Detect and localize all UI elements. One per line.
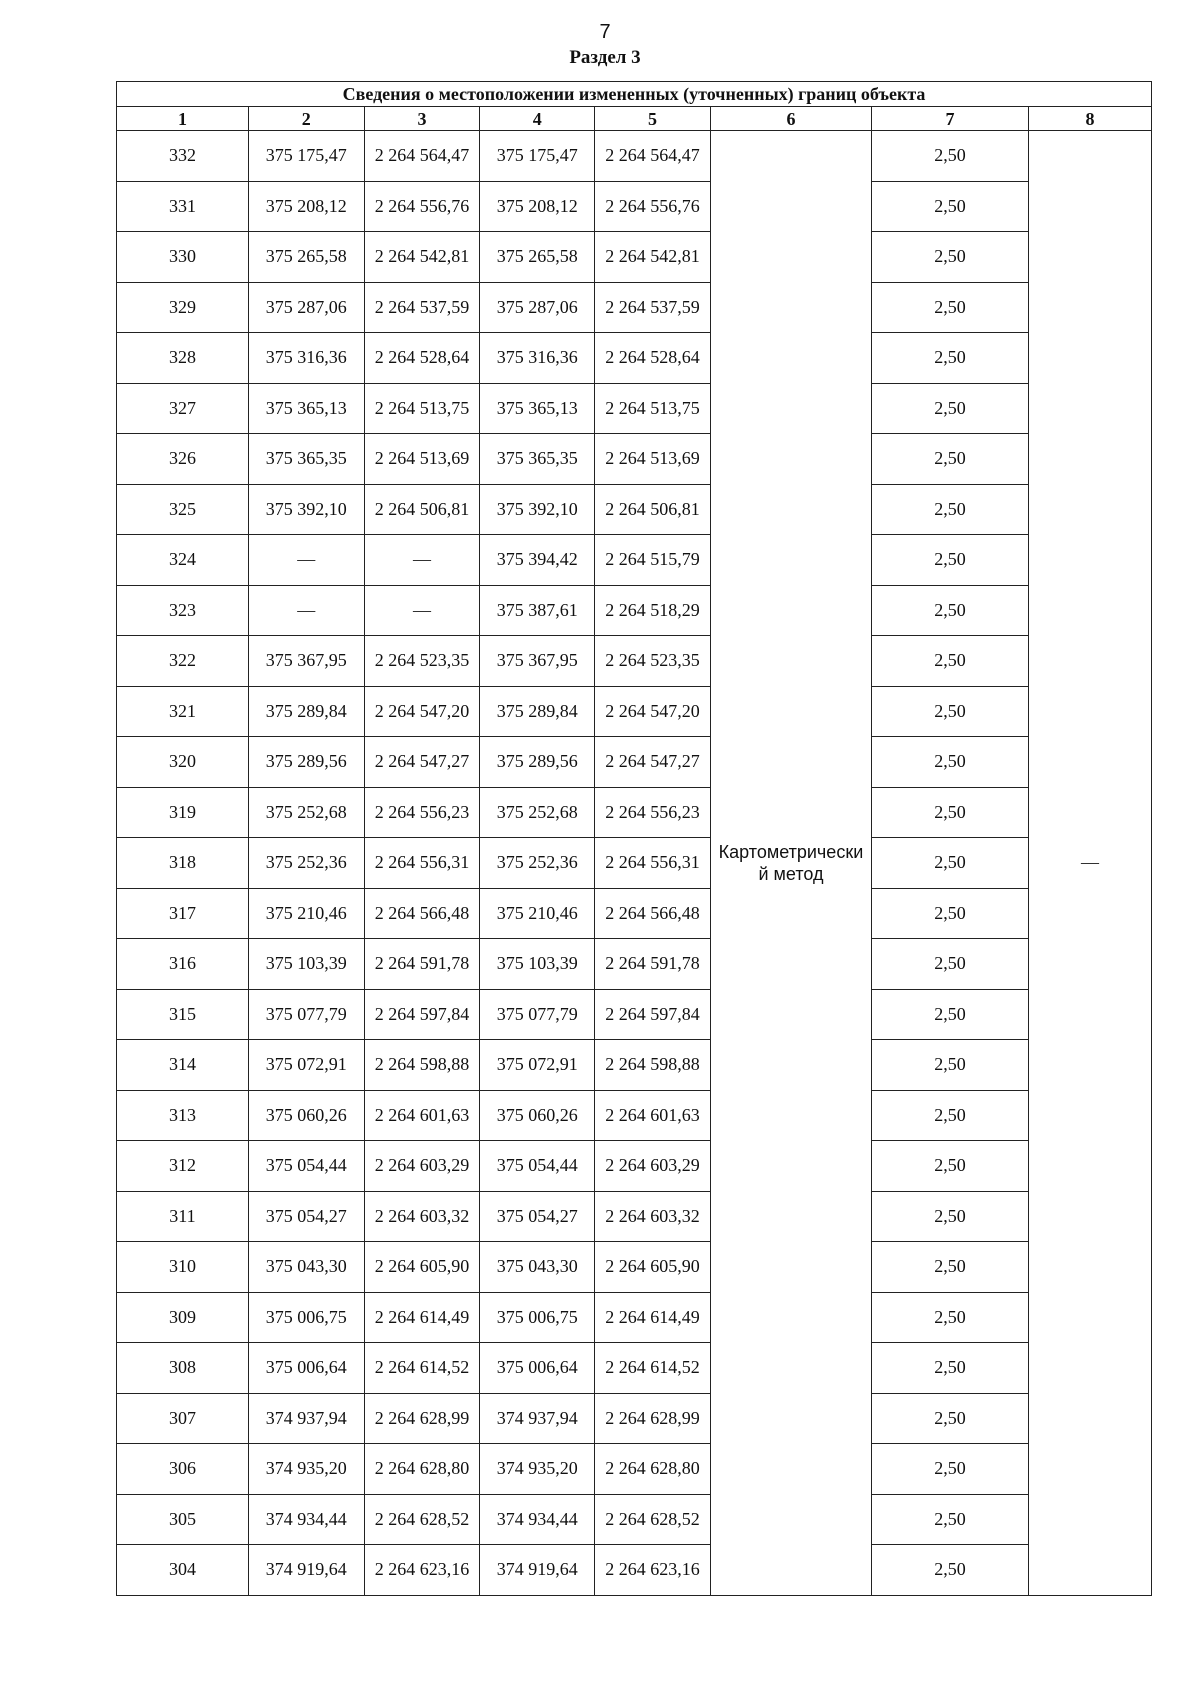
point-number-cell: 314 xyxy=(117,1040,249,1091)
table-row xyxy=(117,434,1152,485)
new-y-cell: 2 264 547,20 xyxy=(595,686,711,737)
point-number-cell: 311 xyxy=(117,1191,249,1242)
new-x-cell: 375 289,56 xyxy=(480,737,595,788)
new-y-cell: 2 264 556,76 xyxy=(595,181,711,232)
page-number: 7 xyxy=(599,21,611,43)
point-number-cell: 328 xyxy=(117,333,249,384)
column-index-row xyxy=(117,107,1152,131)
old-y-cell: 2 264 614,52 xyxy=(364,1343,480,1394)
new-x-cell: 375 043,30 xyxy=(480,1242,595,1293)
old-y-cell: 2 264 614,49 xyxy=(364,1292,480,1343)
table-row xyxy=(117,1494,1152,1545)
new-y-cell: 2 264 597,84 xyxy=(595,989,711,1040)
new-x-cell: 375 367,95 xyxy=(480,636,595,687)
accuracy-cell: 2,50 xyxy=(872,232,1029,283)
new-y-cell: 2 264 506,81 xyxy=(595,484,711,535)
new-x-cell: 375 316,36 xyxy=(480,333,595,384)
new-x-cell: 375 365,13 xyxy=(480,383,595,434)
old-x-cell: 375 208,12 xyxy=(248,181,364,232)
old-x-cell: 375 365,13 xyxy=(248,383,364,434)
new-x-cell: 375 054,44 xyxy=(480,1141,595,1192)
accuracy-cell: 2,50 xyxy=(872,636,1029,687)
accuracy-cell: 2,50 xyxy=(872,333,1029,384)
accuracy-cell: 2,50 xyxy=(872,787,1029,838)
new-y-cell: 2 264 628,52 xyxy=(595,1494,711,1545)
new-y-cell: 2 264 513,75 xyxy=(595,383,711,434)
table-row xyxy=(117,787,1152,838)
point-number-cell: 319 xyxy=(117,787,249,838)
accuracy-cell: 2,50 xyxy=(872,131,1029,182)
note-cell: — xyxy=(1029,131,1152,1596)
point-number-cell: 327 xyxy=(117,383,249,434)
point-number-cell: 321 xyxy=(117,686,249,737)
new-x-cell: 375 252,68 xyxy=(480,787,595,838)
column-index-7: 7 xyxy=(872,107,1029,131)
column-index-6: 6 xyxy=(710,107,871,131)
new-y-cell: 2 264 556,31 xyxy=(595,838,711,889)
new-y-cell: 2 264 614,49 xyxy=(595,1292,711,1343)
old-y-cell: 2 264 564,47 xyxy=(364,131,480,182)
old-x-cell: 375 265,58 xyxy=(248,232,364,283)
accuracy-cell: 2,50 xyxy=(872,1494,1029,1545)
new-y-cell: 2 264 614,52 xyxy=(595,1343,711,1394)
point-number-cell: 320 xyxy=(117,737,249,788)
point-number-cell: 326 xyxy=(117,434,249,485)
new-x-cell: 375 394,42 xyxy=(480,535,595,586)
accuracy-cell: 2,50 xyxy=(872,585,1029,636)
point-number-cell: 331 xyxy=(117,181,249,232)
point-number-cell: 307 xyxy=(117,1393,249,1444)
old-x-cell: — xyxy=(248,535,364,586)
new-y-cell: 2 264 566,48 xyxy=(595,888,711,939)
accuracy-cell: 2,50 xyxy=(872,1292,1029,1343)
point-number-cell: 323 xyxy=(117,585,249,636)
point-number-cell: 308 xyxy=(117,1343,249,1394)
accuracy-cell: 2,50 xyxy=(872,1242,1029,1293)
new-x-cell: 375 006,75 xyxy=(480,1292,595,1343)
column-index-2: 2 xyxy=(248,107,364,131)
new-x-cell: 375 054,27 xyxy=(480,1191,595,1242)
old-x-cell: 375 006,75 xyxy=(248,1292,364,1343)
old-x-cell: 375 210,46 xyxy=(248,888,364,939)
new-x-cell: 374 934,44 xyxy=(480,1494,595,1545)
point-number-cell: 310 xyxy=(117,1242,249,1293)
new-y-cell: 2 264 628,80 xyxy=(595,1444,711,1495)
old-y-cell: 2 264 598,88 xyxy=(364,1040,480,1091)
old-x-cell: 375 175,47 xyxy=(248,131,364,182)
new-x-cell: 375 006,64 xyxy=(480,1343,595,1394)
table-row xyxy=(117,888,1152,939)
old-x-cell: 375 054,44 xyxy=(248,1141,364,1192)
new-x-cell: 375 210,46 xyxy=(480,888,595,939)
old-x-cell: 375 287,06 xyxy=(248,282,364,333)
old-x-cell: 374 937,94 xyxy=(248,1393,364,1444)
old-y-cell: 2 264 506,81 xyxy=(364,484,480,535)
old-x-cell: 374 935,20 xyxy=(248,1444,364,1495)
point-number-cell: 330 xyxy=(117,232,249,283)
table-caption: Сведения о местоположении измененных (уточненных) границ объекта xyxy=(117,82,1152,107)
old-x-cell: 374 919,64 xyxy=(248,1545,364,1596)
table-row xyxy=(117,1191,1152,1242)
table-row xyxy=(117,232,1152,283)
accuracy-cell: 2,50 xyxy=(872,282,1029,333)
accuracy-cell: 2,50 xyxy=(872,1040,1029,1091)
old-y-cell: 2 264 556,31 xyxy=(364,838,480,889)
new-x-cell: 375 077,79 xyxy=(480,989,595,1040)
new-x-cell: 375 072,91 xyxy=(480,1040,595,1091)
old-y-cell: 2 264 556,23 xyxy=(364,787,480,838)
new-y-cell: 2 264 515,79 xyxy=(595,535,711,586)
old-y-cell: 2 264 523,35 xyxy=(364,636,480,687)
new-y-cell: 2 264 513,69 xyxy=(595,434,711,485)
table-row xyxy=(117,939,1152,990)
old-y-cell: 2 264 542,81 xyxy=(364,232,480,283)
point-number-cell: 318 xyxy=(117,838,249,889)
table-row xyxy=(117,131,1152,182)
new-x-cell: 375 252,36 xyxy=(480,838,595,889)
table-row xyxy=(117,1343,1152,1394)
point-number-cell: 324 xyxy=(117,535,249,586)
new-x-cell: 375 289,84 xyxy=(480,686,595,737)
point-number-cell: 306 xyxy=(117,1444,249,1495)
table-row xyxy=(117,333,1152,384)
old-y-cell: 2 264 556,76 xyxy=(364,181,480,232)
new-y-cell: 2 264 564,47 xyxy=(595,131,711,182)
new-y-cell: 2 264 523,35 xyxy=(595,636,711,687)
old-y-cell: 2 264 537,59 xyxy=(364,282,480,333)
accuracy-cell: 2,50 xyxy=(872,838,1029,889)
new-y-cell: 2 264 591,78 xyxy=(595,939,711,990)
accuracy-cell: 2,50 xyxy=(872,484,1029,535)
old-y-cell: 2 264 601,63 xyxy=(364,1090,480,1141)
point-number-cell: 316 xyxy=(117,939,249,990)
table-row xyxy=(117,1040,1152,1091)
old-x-cell: 375 006,64 xyxy=(248,1343,364,1394)
table-row xyxy=(117,585,1152,636)
table-row xyxy=(117,686,1152,737)
old-y-cell: 2 264 628,80 xyxy=(364,1444,480,1495)
table-row xyxy=(117,636,1152,687)
old-x-cell: — xyxy=(248,585,364,636)
table-row xyxy=(117,989,1152,1040)
point-number-cell: 309 xyxy=(117,1292,249,1343)
old-x-cell: 374 934,44 xyxy=(248,1494,364,1545)
table-row xyxy=(117,181,1152,232)
new-y-cell: 2 264 542,81 xyxy=(595,232,711,283)
old-y-cell: — xyxy=(364,585,480,636)
new-y-cell: 2 264 603,29 xyxy=(595,1141,711,1192)
accuracy-cell: 2,50 xyxy=(872,737,1029,788)
old-x-cell: 375 289,84 xyxy=(248,686,364,737)
old-x-cell: 375 043,30 xyxy=(248,1242,364,1293)
old-x-cell: 375 252,36 xyxy=(248,838,364,889)
point-number-cell: 312 xyxy=(117,1141,249,1192)
point-number-cell: 317 xyxy=(117,888,249,939)
table-body xyxy=(117,131,1152,1596)
old-y-cell: 2 264 597,84 xyxy=(364,989,480,1040)
old-y-cell: 2 264 623,16 xyxy=(364,1545,480,1596)
column-index-5: 5 xyxy=(595,107,711,131)
old-x-cell: 375 077,79 xyxy=(248,989,364,1040)
old-x-cell: 375 392,10 xyxy=(248,484,364,535)
column-index-8: 8 xyxy=(1029,107,1152,131)
table-row xyxy=(117,1292,1152,1343)
accuracy-cell: 2,50 xyxy=(872,1191,1029,1242)
table-row xyxy=(117,737,1152,788)
accuracy-cell: 2,50 xyxy=(872,939,1029,990)
new-y-cell: 2 264 601,63 xyxy=(595,1090,711,1141)
accuracy-cell: 2,50 xyxy=(872,434,1029,485)
new-y-cell: 2 264 628,99 xyxy=(595,1393,711,1444)
point-number-cell: 313 xyxy=(117,1090,249,1141)
new-y-cell: 2 264 518,29 xyxy=(595,585,711,636)
old-y-cell: — xyxy=(364,535,480,586)
table-row xyxy=(117,838,1152,889)
table-row xyxy=(117,1393,1152,1444)
point-number-cell: 304 xyxy=(117,1545,249,1596)
new-x-cell: 375 175,47 xyxy=(480,131,595,182)
old-y-cell: 2 264 603,29 xyxy=(364,1141,480,1192)
table-row xyxy=(117,383,1152,434)
new-y-cell: 2 264 556,23 xyxy=(595,787,711,838)
old-y-cell: 2 264 566,48 xyxy=(364,888,480,939)
accuracy-cell: 2,50 xyxy=(872,1343,1029,1394)
old-x-cell: 375 252,68 xyxy=(248,787,364,838)
accuracy-cell: 2,50 xyxy=(872,1444,1029,1495)
old-y-cell: 2 264 603,32 xyxy=(364,1191,480,1242)
column-index-1: 1 xyxy=(117,107,249,131)
accuracy-cell: 2,50 xyxy=(872,686,1029,737)
new-y-cell: 2 264 623,16 xyxy=(595,1545,711,1596)
boundary-coordinates-table xyxy=(116,81,1152,1596)
column-index-3: 3 xyxy=(364,107,480,131)
point-number-cell: 332 xyxy=(117,131,249,182)
accuracy-cell: 2,50 xyxy=(872,1393,1029,1444)
method-cell: Картометрически й метод xyxy=(710,131,871,1596)
new-x-cell: 375 287,06 xyxy=(480,282,595,333)
new-x-cell: 374 919,64 xyxy=(480,1545,595,1596)
table-row xyxy=(117,282,1152,333)
new-x-cell: 375 392,10 xyxy=(480,484,595,535)
old-x-cell: 375 365,35 xyxy=(248,434,364,485)
table-row xyxy=(117,1444,1152,1495)
point-number-cell: 315 xyxy=(117,989,249,1040)
accuracy-cell: 2,50 xyxy=(872,1545,1029,1596)
old-x-cell: 375 316,36 xyxy=(248,333,364,384)
new-x-cell: 374 937,94 xyxy=(480,1393,595,1444)
old-y-cell: 2 264 513,75 xyxy=(364,383,480,434)
new-y-cell: 2 264 605,90 xyxy=(595,1242,711,1293)
new-y-cell: 2 264 603,32 xyxy=(595,1191,711,1242)
new-x-cell: 375 365,35 xyxy=(480,434,595,485)
new-x-cell: 375 060,26 xyxy=(480,1090,595,1141)
old-y-cell: 2 264 547,27 xyxy=(364,737,480,788)
new-x-cell: 375 103,39 xyxy=(480,939,595,990)
accuracy-cell: 2,50 xyxy=(872,1090,1029,1141)
table-row xyxy=(117,1545,1152,1596)
new-x-cell: 375 387,61 xyxy=(480,585,595,636)
table-row xyxy=(117,1141,1152,1192)
table-row xyxy=(117,484,1152,535)
new-y-cell: 2 264 528,64 xyxy=(595,333,711,384)
table-row xyxy=(117,535,1152,586)
table-caption-row xyxy=(117,82,1152,107)
point-number-cell: 322 xyxy=(117,636,249,687)
accuracy-cell: 2,50 xyxy=(872,535,1029,586)
accuracy-cell: 2,50 xyxy=(872,989,1029,1040)
old-y-cell: 2 264 628,99 xyxy=(364,1393,480,1444)
old-x-cell: 375 072,91 xyxy=(248,1040,364,1091)
old-y-cell: 2 264 528,64 xyxy=(364,333,480,384)
point-number-cell: 329 xyxy=(117,282,249,333)
column-index-4: 4 xyxy=(480,107,595,131)
old-y-cell: 2 264 605,90 xyxy=(364,1242,480,1293)
old-x-cell: 375 060,26 xyxy=(248,1090,364,1141)
accuracy-cell: 2,50 xyxy=(872,888,1029,939)
section-title: Раздел 3 xyxy=(569,47,641,68)
old-y-cell: 2 264 513,69 xyxy=(364,434,480,485)
old-x-cell: 375 289,56 xyxy=(248,737,364,788)
accuracy-cell: 2,50 xyxy=(872,1141,1029,1192)
new-x-cell: 375 208,12 xyxy=(480,181,595,232)
new-x-cell: 375 265,58 xyxy=(480,232,595,283)
new-y-cell: 2 264 598,88 xyxy=(595,1040,711,1091)
old-y-cell: 2 264 547,20 xyxy=(364,686,480,737)
new-x-cell: 374 935,20 xyxy=(480,1444,595,1495)
accuracy-cell: 2,50 xyxy=(872,181,1029,232)
new-y-cell: 2 264 547,27 xyxy=(595,737,711,788)
table-row xyxy=(117,1090,1152,1141)
old-y-cell: 2 264 628,52 xyxy=(364,1494,480,1545)
table-row xyxy=(117,1242,1152,1293)
old-y-cell: 2 264 591,78 xyxy=(364,939,480,990)
point-number-cell: 325 xyxy=(117,484,249,535)
old-x-cell: 375 367,95 xyxy=(248,636,364,687)
old-x-cell: 375 054,27 xyxy=(248,1191,364,1242)
old-x-cell: 375 103,39 xyxy=(248,939,364,990)
point-number-cell: 305 xyxy=(117,1494,249,1545)
new-y-cell: 2 264 537,59 xyxy=(595,282,711,333)
accuracy-cell: 2,50 xyxy=(872,383,1029,434)
